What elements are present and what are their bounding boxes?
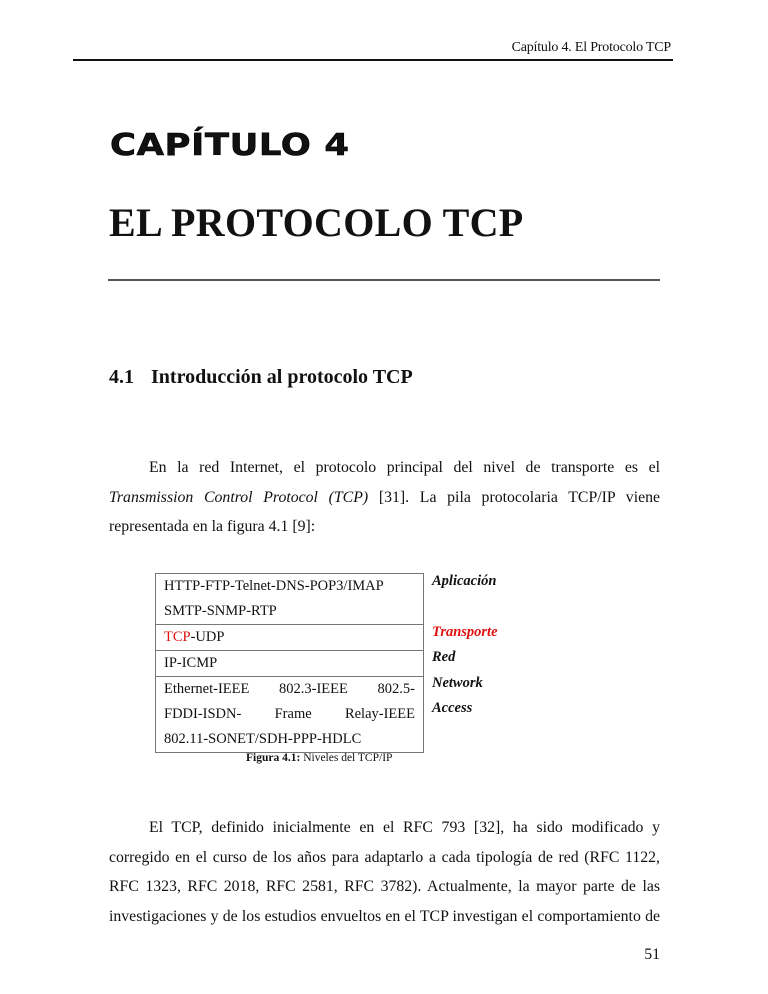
page-number: 51: [644, 946, 660, 963]
section-title: Introducción al protocolo TCP: [151, 366, 413, 388]
header-rule: [73, 59, 673, 61]
paragraph-line: El TCP, definido inicialmente en el RFC 793 [32], ha sido modificado y: [149, 819, 660, 836]
title-rule: [108, 279, 660, 281]
tcpip-stack-table: [155, 573, 424, 753]
layer-label-application: Aplicación: [432, 573, 497, 589]
caption-label: Figura 4.1:: [246, 752, 301, 764]
intro-paragraph: [109, 453, 660, 542]
paragraph-line: investigaciones y de los estudios envueltos en el TCP investigan el comportamiento de: [109, 907, 660, 925]
paragraph-line: Transmission Control Protocol (TCP) [31]. La pila protocolaria TCP/IP viene: [109, 488, 660, 506]
running-header: Capítulo 4. El Protocolo TCP: [511, 40, 671, 55]
stack-row-application: HTTP-FTP-Telnet-DNS-POP3/IMAP SMTP-SNMP-RTP: [164, 578, 384, 619]
section-number: 4.1: [109, 366, 134, 388]
layer-label-network-access-2: Access: [432, 700, 473, 716]
figure-caption: [246, 752, 392, 764]
stack-row-transport: TCP-UDP: [156, 624, 423, 650]
paragraph-line: RFC 1323, RFC 2018, RFC 2581, RFC 3782). Actualmente, la mayor parte de las: [109, 878, 660, 896]
body-paragraph: [109, 813, 660, 931]
paragraph-line: En la red Internet, el protocolo principal del nivel de transporte es el: [149, 459, 660, 476]
stack-row-network-access: Ethernet-IEEE 802.3-IEEE 802.5- FDDI-ISDN- Frame Relay-IEEE 802.11-SONET/SDH-PPP-HDLC: [156, 676, 423, 752]
section-heading: [109, 366, 413, 389]
protocol-name-italic: Transmission Control Protocol (TCP): [109, 488, 369, 506]
chapter-label: CAPÍTULO 4: [110, 128, 350, 163]
stack-row-network: IP-ICMP: [156, 650, 423, 676]
caption-text: Niveles del TCP/IP: [300, 752, 393, 764]
paragraph-line: corregido en el curso de los años para adaptarlo a cada tipología de red (RFC 1122,: [109, 848, 660, 866]
chapter-title: EL PROTOCOLO TCP: [109, 200, 524, 245]
layer-label-network: Red: [432, 649, 456, 665]
paragraph-line: representada en la figura 4.1 [9]:: [109, 518, 316, 536]
layer-label-transport: Transporte: [432, 624, 498, 640]
tcp-highlight: TCP: [164, 629, 191, 645]
layer-label-network-access-1: Network: [432, 675, 483, 691]
